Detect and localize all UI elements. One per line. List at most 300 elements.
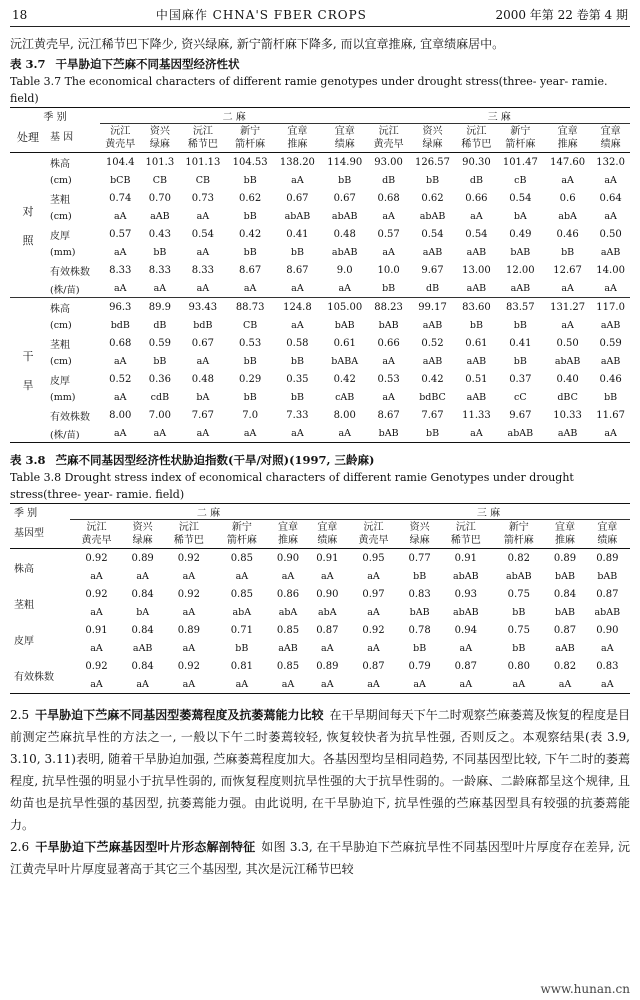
table-cell: aA	[136, 571, 149, 582]
genotype-header: 沅江 黄壳早	[373, 126, 404, 150]
indicator-label: (mm)	[50, 392, 76, 403]
table-cell: bAB	[597, 571, 618, 582]
table-cell: 0.92	[177, 589, 200, 600]
table-cell: aA	[182, 679, 196, 690]
table-cell: bB	[382, 283, 396, 294]
intro-line: 沅江黄壳早, 沅江稀节巴下降少, 资兴绿麻, 新宁箭杆麻下降多, 而以宜章推麻, 宜章绩麻居中。	[10, 37, 505, 51]
table-cell: 0.84	[131, 661, 154, 672]
table-cell: 7.33	[286, 410, 309, 421]
table-cell: aAB	[555, 643, 575, 654]
table-cell: 104.53	[232, 157, 268, 168]
season-3-header: 三 麻	[368, 108, 630, 124]
table-cell: aA	[196, 356, 210, 367]
table-cell: 0.91	[316, 553, 339, 564]
table-cell: 0.85	[276, 625, 300, 636]
table37-title: 干旱胁迫下苎麻不同基因型经济性状	[55, 57, 240, 71]
table-cell: bB	[513, 356, 527, 367]
table-cell: abA	[558, 211, 577, 222]
table-row	[10, 389, 630, 406]
table-cell: 0.46	[599, 374, 622, 385]
table-row	[10, 549, 630, 569]
table-cell: dB	[153, 320, 167, 331]
indicator-label: (mm)	[50, 247, 76, 258]
table-cell: 0.51	[465, 374, 488, 385]
treatment-label: 处理	[17, 131, 39, 145]
table-cell: bA	[513, 211, 527, 222]
table-cell: bAB	[510, 247, 531, 258]
indicator-label: 有效株数	[14, 671, 54, 683]
table-cell: aAB	[132, 643, 153, 654]
section-2-6-number: 2.6	[10, 840, 30, 854]
table-cell: abAB	[284, 211, 311, 222]
table-cell: 90.30	[462, 157, 491, 168]
table-cell: 8.00	[333, 410, 356, 421]
table-cell: bB	[512, 643, 526, 654]
table-cell: 93.43	[188, 302, 218, 313]
table-row	[10, 604, 630, 621]
table-cell: 0.92	[177, 661, 200, 672]
table-cell: 13.00	[462, 265, 491, 276]
genotype-header: 新宁 箭杆麻	[235, 126, 266, 150]
table-cell: bB	[243, 175, 257, 186]
table-cell: bB	[469, 320, 483, 331]
genotype-header: 沅江 黄壳早	[358, 522, 389, 546]
table-cell: bA	[136, 607, 150, 618]
table-row	[10, 406, 630, 425]
table-cell: 0.42	[239, 229, 262, 240]
table-cell: aA	[114, 428, 127, 439]
table-cell: 8.67	[286, 265, 309, 276]
table-cell: bB	[243, 392, 257, 403]
table-cell: aAB	[422, 247, 443, 258]
indicator-label: (株/苗)	[50, 284, 80, 296]
table-cell: aAB	[466, 392, 487, 403]
table-cell: dB	[382, 175, 396, 186]
table-cell: aA	[601, 643, 614, 654]
table-cell: dBC	[557, 392, 578, 403]
genotype-header: 沅江 黄壳早	[105, 126, 136, 150]
table-cell: 0.92	[85, 553, 108, 564]
table-row	[10, 621, 630, 640]
table-cell: 0.89	[131, 553, 154, 564]
indicator-label: 株高	[50, 304, 70, 315]
table-cell: 0.42	[333, 374, 356, 385]
table-cell: bABA	[331, 356, 359, 367]
table-cell: 0.87	[454, 661, 477, 672]
table-cell: 9.67	[421, 265, 444, 276]
table-cell: 9.0	[336, 265, 353, 276]
table-cell: aA	[604, 211, 617, 222]
table-cell: bAB	[378, 320, 399, 331]
table-cell: aA	[459, 679, 473, 690]
table-cell: 0.77	[408, 553, 431, 564]
table-row	[10, 334, 630, 353]
table-row	[10, 244, 630, 261]
section-2-6-body: 如图 3.3, 在干旱胁迫下苎麻抗旱性不同基因型叶片厚度存在差异, 沅江黄壳早叶片厚度显著高于其它三个基因型, 其次是沅江稀节巴较	[10, 840, 630, 876]
issue-info: 2000 年第 22 卷第 4 期	[495, 8, 628, 22]
indicator-label: (cm)	[50, 175, 72, 186]
table-cell: 0.66	[377, 338, 400, 349]
season-row	[10, 108, 630, 124]
treatment-group-label: 对 照	[22, 204, 34, 247]
table-cell: 0.83	[408, 589, 431, 600]
table-cell: 10.0	[377, 265, 400, 276]
table-cell: abAB	[507, 428, 534, 439]
table-cell: 0.46	[556, 229, 579, 240]
table-cell: abA	[318, 607, 337, 618]
table-row	[10, 585, 630, 604]
table-cell: aAB	[278, 643, 298, 654]
table-cell: 124.8	[283, 302, 312, 313]
table-row	[10, 657, 630, 676]
table-cell: abAB	[506, 571, 532, 582]
table-cell: 0.50	[599, 229, 622, 240]
table-cell: aAB	[557, 428, 578, 439]
table38-title: 苎麻不同基因型经济性状胁迫指数(干旱/对照)(1997, 三龄麻)	[55, 453, 375, 467]
table-cell: 0.36	[148, 374, 171, 385]
table37-caption-zh	[10, 55, 630, 73]
table-cell: aA	[90, 571, 103, 582]
table38-caption-en: Table 3.8 Drought stress index of economical characters of different ramie Genotypes under drought stress(three- year- ramie. field)	[10, 471, 574, 501]
table-cell: aA	[338, 283, 351, 294]
table-cell: 0.48	[191, 374, 214, 385]
table-cell: aA	[136, 679, 149, 690]
table-cell: aA	[291, 175, 304, 186]
table-cell: aA	[470, 211, 483, 222]
indicator-label: 茎粗	[50, 195, 70, 206]
table-cell: 0.85	[276, 661, 300, 672]
table-cell: 0.90	[596, 625, 619, 636]
section-2-6-title: 干旱胁迫下苎麻基因型叶片形态解剖特征	[35, 840, 256, 854]
table-cell: aA	[235, 679, 249, 690]
table-cell: bdB	[110, 320, 130, 331]
table-3-8	[10, 503, 630, 694]
genotype-header: 资兴 绿麻	[149, 126, 170, 150]
table-cell: 0.52	[421, 338, 444, 349]
genotype-header: 资兴 绿麻	[132, 522, 153, 546]
indicator-label: 皮厚	[50, 376, 70, 387]
table-cell: 0.52	[109, 374, 132, 385]
table-cell: aA	[291, 283, 304, 294]
table-cell: 0.89	[596, 553, 619, 564]
table-cell: 0.41	[509, 338, 532, 349]
genotype-header: 沅江 稀节巴	[461, 126, 492, 150]
table-cell: abAB	[419, 211, 446, 222]
genotype-header: 宜章 推麻	[557, 126, 578, 150]
table-cell: 0.92	[85, 661, 108, 672]
table-cell: 7.0	[242, 410, 259, 421]
table-row	[10, 225, 630, 244]
table-cell: bB	[425, 428, 440, 439]
genotype-label: 基因型	[14, 528, 44, 540]
table-cell: bA	[196, 392, 210, 403]
table-cell: bB	[243, 211, 257, 222]
table-cell: dB	[425, 283, 440, 294]
table-cell: 0.43	[148, 229, 171, 240]
genotype-header: 沅江 黄壳早	[81, 522, 112, 546]
table-row	[10, 425, 630, 443]
genotype-label: 基 因	[50, 132, 74, 144]
table-cell: 0.93	[454, 589, 477, 600]
table-cell: 147.60	[550, 157, 586, 168]
table-cell: 0.42	[421, 374, 444, 385]
table-cell: 12.67	[553, 265, 582, 276]
table-cell: aA	[153, 428, 167, 439]
table-cell: aA	[281, 571, 295, 582]
table-cell: aA	[367, 679, 380, 690]
genotype-row	[10, 520, 630, 549]
table-cell: aA	[321, 679, 334, 690]
table-row	[10, 172, 630, 189]
table-cell: 0.80	[507, 661, 530, 672]
table-cell: 8.33	[109, 265, 132, 276]
table-cell: bB	[561, 247, 575, 258]
table-cell: aA	[561, 175, 574, 186]
table-row	[10, 280, 630, 298]
table-row	[10, 261, 630, 280]
table-cell: aA	[367, 643, 380, 654]
table-cell: 7.67	[191, 410, 214, 421]
table-cell: aA	[413, 679, 426, 690]
table-cell: 0.68	[377, 193, 400, 204]
table-cell: 0.29	[239, 374, 262, 385]
table-cell: aAB	[510, 283, 531, 294]
table-cell: abA	[278, 607, 298, 618]
table-cell: 0.61	[333, 338, 356, 349]
table-cell: 0.49	[509, 229, 532, 240]
table-cell: aAB	[600, 356, 621, 367]
table-cell: 0.85	[230, 589, 253, 600]
indicator-label: 株高	[14, 563, 34, 575]
table-cell: aA	[604, 283, 617, 294]
table-cell: 0.87	[362, 661, 385, 672]
indicator-label: 皮厚	[50, 231, 70, 242]
table-cell: 0.37	[509, 374, 532, 385]
table-cell: dB	[469, 175, 483, 186]
table-cell: aA	[196, 283, 210, 294]
season-3-header: 三 麻	[347, 504, 630, 520]
table-cell: aA	[243, 428, 257, 439]
running-header	[10, 6, 630, 27]
season-label: 季 别	[14, 508, 38, 520]
table-cell: bB	[290, 356, 304, 367]
indicator-label: (株/苗)	[50, 429, 80, 441]
table-cell: 7.00	[148, 410, 171, 421]
table-cell: aA	[114, 247, 127, 258]
table-row	[10, 298, 630, 318]
table-cell: aA	[291, 428, 304, 439]
table-cell: aA	[243, 283, 257, 294]
table-cell: aA	[382, 356, 395, 367]
indicator-label: 茎粗	[50, 340, 70, 351]
table-cell: aAB	[466, 247, 487, 258]
table-cell: 0.97	[362, 589, 385, 600]
table-cell: bB	[153, 247, 167, 258]
table-cell: 0.54	[509, 193, 532, 204]
table-cell: 0.35	[286, 374, 309, 385]
table-cell: 101.3	[145, 157, 175, 168]
table-cell: cC	[514, 392, 527, 403]
indicator-label: (cm)	[50, 211, 72, 222]
table-cell: bB	[512, 607, 526, 618]
table-cell: 0.82	[553, 661, 577, 672]
table-cell: 0.89	[316, 661, 339, 672]
table-cell: aA	[153, 283, 167, 294]
table-cell: 0.59	[148, 338, 171, 349]
table-cell: aA	[114, 283, 127, 294]
table-cell: 0.89	[177, 625, 200, 636]
section-2-5	[10, 704, 630, 836]
table-cell: aA	[512, 679, 526, 690]
table-cell: cAB	[335, 392, 355, 403]
table-cell: aA	[291, 320, 304, 331]
table-cell: 0.67	[191, 338, 214, 349]
table-cell: 10.33	[553, 410, 582, 421]
genotype-header: 沅江 稀节巴	[173, 522, 204, 546]
table-cell: 105.00	[327, 302, 363, 313]
table-cell: 11.33	[462, 410, 491, 421]
table-cell: 0.90	[276, 553, 300, 564]
table-cell: bB	[413, 571, 427, 582]
table-cell: bAB	[378, 428, 399, 439]
section-2-6	[10, 836, 630, 880]
genotype-row	[10, 124, 630, 153]
table-cell: aA	[90, 643, 103, 654]
table-cell: 0.54	[465, 229, 488, 240]
genotype-header: 新宁 箭杆麻	[503, 522, 534, 546]
table-cell: aA	[459, 643, 473, 654]
table-cell: 14.00	[596, 265, 625, 276]
table-cell: 0.78	[408, 625, 431, 636]
table-cell: 0.92	[85, 589, 108, 600]
table-cell: aAB	[422, 356, 443, 367]
table38-caption-zh	[10, 451, 630, 469]
table-cell: aA	[90, 607, 103, 618]
table-cell: abAB	[554, 356, 581, 367]
table-cell: 0.85	[230, 553, 253, 564]
table-cell: bdBC	[419, 392, 446, 403]
table-cell: bAB	[555, 607, 575, 618]
table-row	[10, 640, 630, 657]
table-cell: abAB	[453, 571, 479, 582]
table-cell: 131.27	[550, 302, 586, 313]
table-row	[10, 370, 630, 389]
table-cell: 0.91	[85, 625, 108, 636]
table-cell: 0.64	[599, 193, 622, 204]
table-cell: 88.23	[374, 302, 403, 313]
table-cell: 9.67	[509, 410, 532, 421]
table-cell: aA	[382, 211, 395, 222]
table-cell: 0.67	[333, 193, 356, 204]
genotype-header: 资兴 绿麻	[422, 126, 443, 150]
table-cell: aAB	[422, 320, 443, 331]
table-cell: 0.59	[599, 338, 622, 349]
treatment-group-label: 干 旱	[22, 349, 34, 392]
table-cell: 83.57	[506, 302, 535, 313]
table-cell: 0.50	[556, 338, 579, 349]
genotype-header: 新宁 箭杆麻	[505, 126, 536, 150]
table-cell: aAB	[466, 283, 487, 294]
table-cell: 12.00	[506, 265, 535, 276]
table-cell: aA	[604, 175, 617, 186]
table-cell: cdB	[150, 392, 170, 403]
table-cell: 0.62	[421, 193, 444, 204]
table-cell: aA	[321, 643, 334, 654]
table-cell: 0.92	[362, 625, 385, 636]
table-cell: aA	[382, 392, 395, 403]
section-2-5-number: 2.5	[10, 708, 30, 722]
table-cell: 0.40	[556, 374, 579, 385]
table-cell: 0.75	[507, 589, 530, 600]
table-cell: 132.0	[596, 157, 625, 168]
table-row	[10, 189, 630, 208]
table-cell: aA	[561, 320, 574, 331]
table-cell: bB	[243, 356, 257, 367]
season-row	[10, 504, 630, 520]
section-2-5-body: 在干旱期间每天下午二时观察苎麻萎蔫及恢复的程度是目前测定苎麻抗旱性的方法之一, 一般以下午二时萎蔫较轻, 恢复较快者为抗旱性强, 否则反之。本观察结果(表 3.9, 3.10, 3.11)表明, 随着干旱胁迫加强, 苎麻萎蔫程度加大。各基因型均呈相同趋势, 不同基因型比较, 下午二时的萎蔫程度, 抗旱性强的明显小于抗旱性弱的, 而恢复程度则抗旱性强的大于抗旱性弱的。一龄麻、二龄麻都呈这个规律, 且幼苗也是抗旱性强的基因型, 抗萎蔫能力强。由此说明, 在干旱胁迫下, 抗旱性强的苎麻基因型具有较强的抗萎蔫能力。	[10, 708, 630, 832]
table-cell: bB	[243, 247, 257, 258]
table-cell: bAB	[409, 607, 430, 618]
table-cell: 0.73	[191, 193, 214, 204]
table37-caption-en: Table 3.7 The economical characters of different ramie genotypes under drought stress(three- year- ramie. field)	[10, 75, 608, 105]
table-cell: 0.74	[109, 193, 132, 204]
season-label: 季 别	[43, 112, 67, 124]
table-cell: aA	[114, 392, 127, 403]
table-cell: aA	[196, 428, 210, 439]
table-row	[10, 568, 630, 585]
table-cell: bB	[290, 247, 304, 258]
indicator-label: 株高	[50, 159, 70, 170]
table-cell: aA	[182, 571, 196, 582]
table-cell: 99.17	[418, 302, 447, 313]
table-cell: aA	[196, 211, 210, 222]
table-cell: aA	[182, 607, 196, 618]
table-cell: 8.67	[377, 410, 400, 421]
table-cell: 7.67	[421, 410, 444, 421]
table-cell: 93.00	[374, 157, 403, 168]
table-cell: 0.95	[362, 553, 385, 564]
indicator-label: (cm)	[50, 356, 72, 367]
table-3-7	[10, 107, 630, 443]
genotype-header: 宜章 绩麻	[600, 126, 621, 150]
table-cell: 0.71	[230, 625, 253, 636]
genotype-header: 宜章 绩麻	[334, 126, 355, 150]
table-cell: bB	[513, 320, 527, 331]
table-cell: aA	[321, 571, 334, 582]
table-cell: bB	[290, 392, 304, 403]
table-cell: 117.0	[596, 302, 625, 313]
table-cell: 0.62	[239, 193, 262, 204]
table-cell: 0.86	[276, 589, 300, 600]
table-cell: aA	[367, 607, 380, 618]
genotype-header: 宜章 推麻	[554, 522, 575, 546]
table-cell: 83.60	[462, 302, 491, 313]
table-cell: aA	[114, 356, 127, 367]
table-cell: aAB	[466, 356, 487, 367]
table-cell: 104.4	[105, 157, 135, 168]
table-cell: CB	[152, 175, 167, 186]
table-cell: 0.67	[286, 193, 309, 204]
table-cell: 0.41	[286, 229, 309, 240]
table-cell: 0.79	[408, 661, 431, 672]
table-cell: 0.57	[377, 229, 400, 240]
table-row	[10, 153, 630, 173]
table-cell: aAB	[600, 320, 621, 331]
table-cell: aAB	[600, 247, 621, 258]
table-cell: 88.73	[235, 302, 265, 313]
table-cell: 0.66	[465, 193, 488, 204]
table-cell: 0.84	[131, 625, 154, 636]
